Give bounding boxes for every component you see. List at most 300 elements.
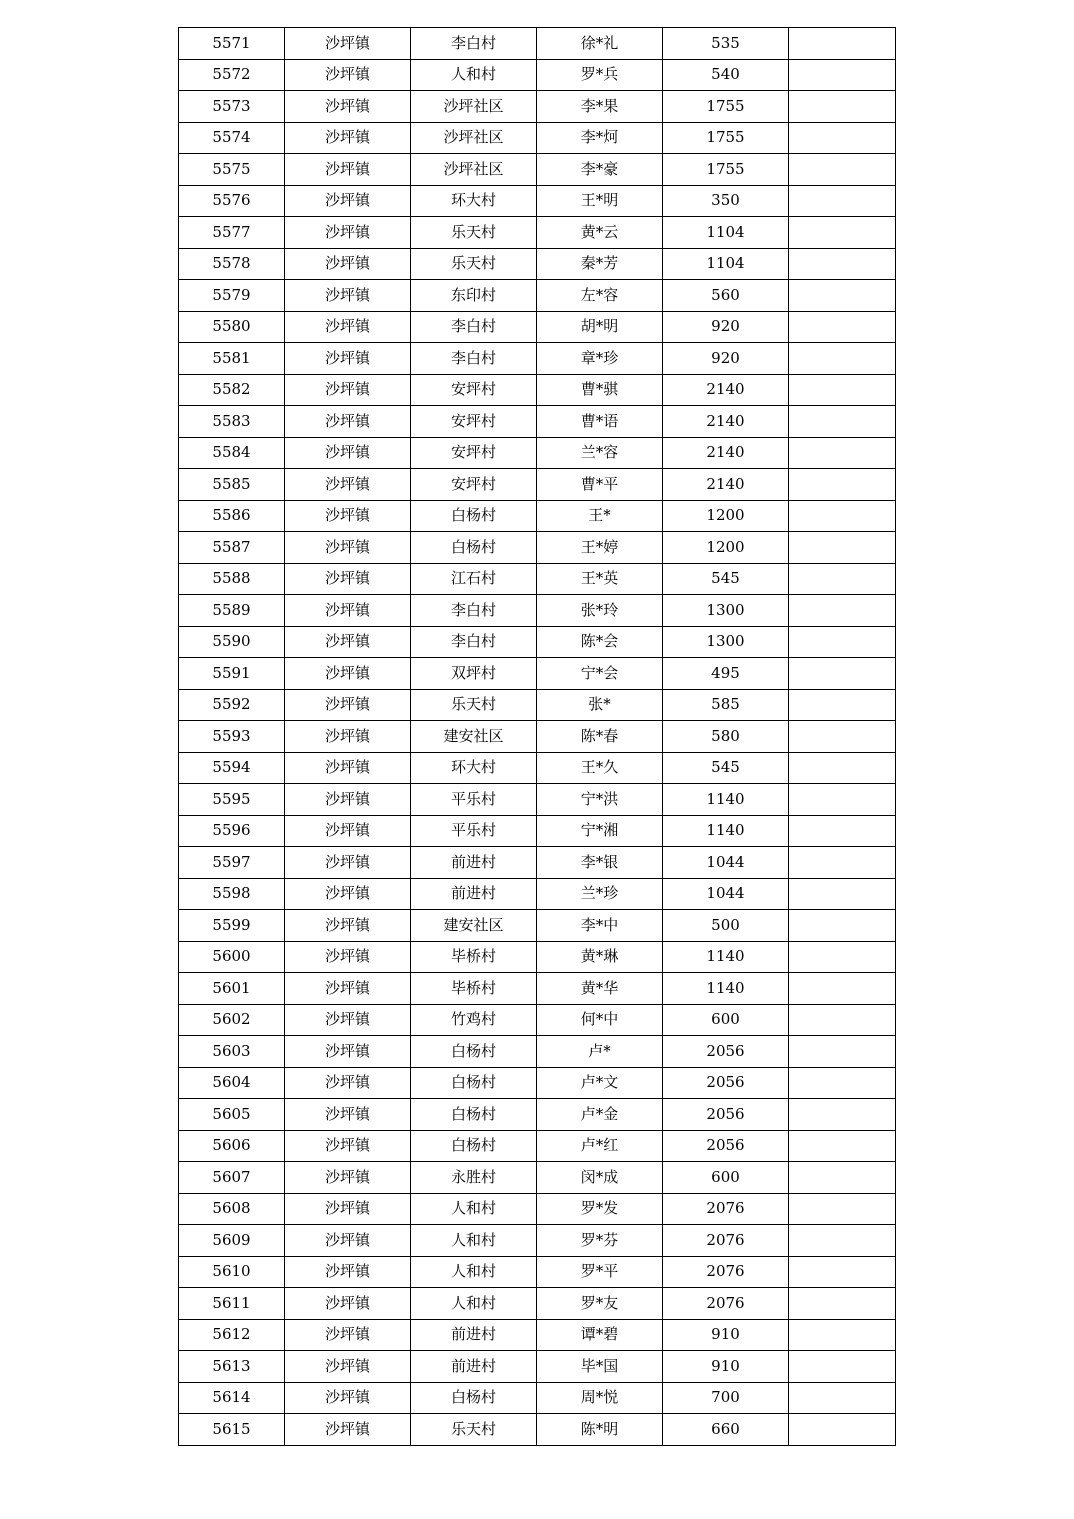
table-row (179, 563, 896, 595)
amount-cell: 600 (663, 1162, 789, 1194)
amount-cell: 660 (663, 1414, 789, 1446)
village-cell: 平乐村 (411, 784, 537, 816)
town-cell: 沙坪镇 (285, 1130, 411, 1162)
village-cell: 永胜村 (411, 1162, 537, 1194)
remark-cell (789, 374, 896, 406)
name-cell: 何*中 (537, 1004, 663, 1036)
table-row (179, 878, 896, 910)
town-cell: 沙坪镇 (285, 59, 411, 91)
amount-cell: 500 (663, 910, 789, 942)
serial-number-cell: 5598 (179, 878, 285, 910)
serial-number-cell: 5599 (179, 910, 285, 942)
serial-number-cell: 5595 (179, 784, 285, 816)
serial-number-cell: 5603 (179, 1036, 285, 1068)
village-cell: 乐天村 (411, 689, 537, 721)
remark-cell (789, 1130, 896, 1162)
amount-cell: 910 (663, 1319, 789, 1351)
village-cell: 李白村 (411, 595, 537, 627)
village-cell: 前进村 (411, 1319, 537, 1351)
town-cell: 沙坪镇 (285, 910, 411, 942)
village-cell: 李白村 (411, 28, 537, 60)
remark-cell (789, 595, 896, 627)
town-cell: 沙坪镇 (285, 626, 411, 658)
name-cell: 张*玲 (537, 595, 663, 627)
table-row (179, 1319, 896, 1351)
remark-cell (789, 185, 896, 217)
village-cell: 平乐村 (411, 815, 537, 847)
serial-number-cell: 5583 (179, 406, 285, 438)
village-cell: 建安社区 (411, 721, 537, 753)
village-cell: 白杨村 (411, 1130, 537, 1162)
amount-cell: 545 (663, 752, 789, 784)
serial-number-cell: 5601 (179, 973, 285, 1005)
remark-cell (789, 689, 896, 721)
table-row (179, 532, 896, 564)
town-cell: 沙坪镇 (285, 973, 411, 1005)
name-cell: 罗*友 (537, 1288, 663, 1320)
village-cell: 毕桥村 (411, 973, 537, 1005)
name-cell: 李*银 (537, 847, 663, 879)
amount-cell: 2056 (663, 1067, 789, 1099)
town-cell: 沙坪镇 (285, 469, 411, 501)
name-cell: 李*豪 (537, 154, 663, 186)
table-row (179, 815, 896, 847)
table-row (179, 1067, 896, 1099)
table-row (179, 973, 896, 1005)
table-row (179, 1004, 896, 1036)
name-cell: 罗*发 (537, 1193, 663, 1225)
village-cell: 人和村 (411, 1225, 537, 1257)
table-row (179, 154, 896, 186)
amount-cell: 1755 (663, 91, 789, 123)
serial-number-cell: 5589 (179, 595, 285, 627)
village-cell: 李白村 (411, 343, 537, 375)
serial-number-cell: 5607 (179, 1162, 285, 1194)
amount-cell: 920 (663, 343, 789, 375)
town-cell: 沙坪镇 (285, 311, 411, 343)
serial-number-cell: 5600 (179, 941, 285, 973)
table-row (179, 311, 896, 343)
town-cell: 沙坪镇 (285, 563, 411, 595)
roster-table (178, 27, 896, 1446)
remark-cell (789, 437, 896, 469)
town-cell: 沙坪镇 (285, 1414, 411, 1446)
amount-cell: 920 (663, 311, 789, 343)
serial-number-cell: 5587 (179, 532, 285, 564)
serial-number-cell: 5602 (179, 1004, 285, 1036)
town-cell: 沙坪镇 (285, 1036, 411, 1068)
remark-cell (789, 1004, 896, 1036)
town-cell: 沙坪镇 (285, 122, 411, 154)
table-row (179, 1288, 896, 1320)
name-cell: 左*容 (537, 280, 663, 312)
village-cell: 白杨村 (411, 1036, 537, 1068)
table-row (179, 343, 896, 375)
table-row (179, 1382, 896, 1414)
remark-cell (789, 721, 896, 753)
remark-cell (789, 658, 896, 690)
name-cell: 闵*成 (537, 1162, 663, 1194)
table-row (179, 1162, 896, 1194)
table-row (179, 689, 896, 721)
remark-cell (789, 59, 896, 91)
remark-cell (789, 1256, 896, 1288)
name-cell: 兰*容 (537, 437, 663, 469)
remark-cell (789, 815, 896, 847)
serial-number-cell: 5574 (179, 122, 285, 154)
table-row (179, 1351, 896, 1383)
name-cell: 王*明 (537, 185, 663, 217)
amount-cell: 1300 (663, 626, 789, 658)
amount-cell: 2076 (663, 1193, 789, 1225)
name-cell: 曹*骐 (537, 374, 663, 406)
amount-cell: 2140 (663, 469, 789, 501)
village-cell: 建安社区 (411, 910, 537, 942)
town-cell: 沙坪镇 (285, 941, 411, 973)
town-cell: 沙坪镇 (285, 752, 411, 784)
remark-cell (789, 280, 896, 312)
serial-number-cell: 5597 (179, 847, 285, 879)
town-cell: 沙坪镇 (285, 815, 411, 847)
name-cell: 秦*芳 (537, 248, 663, 280)
name-cell: 陈*春 (537, 721, 663, 753)
village-cell: 沙坪社区 (411, 154, 537, 186)
village-cell: 白杨村 (411, 1382, 537, 1414)
town-cell: 沙坪镇 (285, 406, 411, 438)
town-cell: 沙坪镇 (285, 437, 411, 469)
remark-cell (789, 406, 896, 438)
table-row (179, 217, 896, 249)
name-cell: 黄*琳 (537, 941, 663, 973)
serial-number-cell: 5581 (179, 343, 285, 375)
table-row (179, 28, 896, 60)
town-cell: 沙坪镇 (285, 689, 411, 721)
village-cell: 乐天村 (411, 217, 537, 249)
name-cell: 黄*云 (537, 217, 663, 249)
table-row (179, 1130, 896, 1162)
village-cell: 竹鸡村 (411, 1004, 537, 1036)
village-cell: 人和村 (411, 1193, 537, 1225)
name-cell: 王*婷 (537, 532, 663, 564)
village-cell: 沙坪社区 (411, 91, 537, 123)
amount-cell: 1140 (663, 815, 789, 847)
amount-cell: 600 (663, 1004, 789, 1036)
amount-cell: 2056 (663, 1036, 789, 1068)
village-cell: 双坪村 (411, 658, 537, 690)
amount-cell: 1755 (663, 154, 789, 186)
name-cell: 毕*国 (537, 1351, 663, 1383)
name-cell: 章*珍 (537, 343, 663, 375)
amount-cell: 1044 (663, 878, 789, 910)
village-cell: 前进村 (411, 878, 537, 910)
name-cell: 罗*芬 (537, 1225, 663, 1257)
town-cell: 沙坪镇 (285, 185, 411, 217)
town-cell: 沙坪镇 (285, 248, 411, 280)
name-cell: 宁*洪 (537, 784, 663, 816)
town-cell: 沙坪镇 (285, 878, 411, 910)
serial-number-cell: 5580 (179, 311, 285, 343)
name-cell: 卢*文 (537, 1067, 663, 1099)
serial-number-cell: 5571 (179, 28, 285, 60)
serial-number-cell: 5604 (179, 1067, 285, 1099)
table-row (179, 1256, 896, 1288)
amount-cell: 2076 (663, 1225, 789, 1257)
village-cell: 环大村 (411, 185, 537, 217)
table-row (179, 1225, 896, 1257)
village-cell: 毕桥村 (411, 941, 537, 973)
name-cell: 周*悦 (537, 1382, 663, 1414)
serial-number-cell: 5575 (179, 154, 285, 186)
town-cell: 沙坪镇 (285, 658, 411, 690)
town-cell: 沙坪镇 (285, 1099, 411, 1131)
town-cell: 沙坪镇 (285, 784, 411, 816)
amount-cell: 1104 (663, 217, 789, 249)
town-cell: 沙坪镇 (285, 847, 411, 879)
village-cell: 人和村 (411, 1256, 537, 1288)
remark-cell (789, 469, 896, 501)
remark-cell (789, 1067, 896, 1099)
name-cell: 王*英 (537, 563, 663, 595)
serial-number-cell: 5614 (179, 1382, 285, 1414)
serial-number-cell: 5611 (179, 1288, 285, 1320)
table-row (179, 658, 896, 690)
village-cell: 人和村 (411, 59, 537, 91)
town-cell: 沙坪镇 (285, 91, 411, 123)
name-cell: 徐*礼 (537, 28, 663, 60)
town-cell: 沙坪镇 (285, 532, 411, 564)
remark-cell (789, 28, 896, 60)
amount-cell: 545 (663, 563, 789, 595)
village-cell: 白杨村 (411, 532, 537, 564)
town-cell: 沙坪镇 (285, 374, 411, 406)
amount-cell: 2056 (663, 1099, 789, 1131)
table-row (179, 91, 896, 123)
table-row (179, 752, 896, 784)
name-cell: 罗*兵 (537, 59, 663, 91)
village-cell: 沙坪社区 (411, 122, 537, 154)
town-cell: 沙坪镇 (285, 217, 411, 249)
serial-number-cell: 5577 (179, 217, 285, 249)
remark-cell (789, 878, 896, 910)
town-cell: 沙坪镇 (285, 1319, 411, 1351)
village-cell: 李白村 (411, 311, 537, 343)
remark-cell (789, 343, 896, 375)
town-cell: 沙坪镇 (285, 1225, 411, 1257)
table-row (179, 1193, 896, 1225)
remark-cell (789, 973, 896, 1005)
remark-cell (789, 91, 896, 123)
town-cell: 沙坪镇 (285, 1351, 411, 1383)
village-cell: 乐天村 (411, 248, 537, 280)
remark-cell (789, 217, 896, 249)
serial-number-cell: 5588 (179, 563, 285, 595)
remark-cell (789, 311, 896, 343)
town-cell: 沙坪镇 (285, 154, 411, 186)
remark-cell (789, 626, 896, 658)
village-cell: 安坪村 (411, 469, 537, 501)
village-cell: 前进村 (411, 1351, 537, 1383)
name-cell: 宁*湘 (537, 815, 663, 847)
remark-cell (789, 154, 896, 186)
village-cell: 安坪村 (411, 374, 537, 406)
remark-cell (789, 1225, 896, 1257)
name-cell: 兰*珍 (537, 878, 663, 910)
serial-number-cell: 5612 (179, 1319, 285, 1351)
remark-cell (789, 122, 896, 154)
remark-cell (789, 1319, 896, 1351)
village-cell: 环大村 (411, 752, 537, 784)
name-cell: 张* (537, 689, 663, 721)
table-row (179, 280, 896, 312)
town-cell: 沙坪镇 (285, 1288, 411, 1320)
table-row (179, 941, 896, 973)
name-cell: 黄*华 (537, 973, 663, 1005)
amount-cell: 910 (663, 1351, 789, 1383)
table-row (179, 910, 896, 942)
name-cell: 陈*会 (537, 626, 663, 658)
amount-cell: 540 (663, 59, 789, 91)
name-cell: 卢* (537, 1036, 663, 1068)
roster-table-body (179, 28, 896, 1446)
serial-number-cell: 5582 (179, 374, 285, 406)
amount-cell: 1755 (663, 122, 789, 154)
serial-number-cell: 5608 (179, 1193, 285, 1225)
table-row (179, 595, 896, 627)
table-row (179, 469, 896, 501)
remark-cell (789, 1099, 896, 1131)
remark-cell (789, 248, 896, 280)
village-cell: 东印村 (411, 280, 537, 312)
village-cell: 白杨村 (411, 1067, 537, 1099)
village-cell: 白杨村 (411, 500, 537, 532)
remark-cell (789, 1414, 896, 1446)
amount-cell: 1200 (663, 500, 789, 532)
amount-cell: 2140 (663, 437, 789, 469)
remark-cell (789, 1382, 896, 1414)
remark-cell (789, 500, 896, 532)
table-row (179, 1036, 896, 1068)
amount-cell: 495 (663, 658, 789, 690)
remark-cell (789, 1351, 896, 1383)
remark-cell (789, 910, 896, 942)
remark-cell (789, 784, 896, 816)
town-cell: 沙坪镇 (285, 280, 411, 312)
serial-number-cell: 5584 (179, 437, 285, 469)
amount-cell: 1104 (663, 248, 789, 280)
remark-cell (789, 1036, 896, 1068)
serial-number-cell: 5605 (179, 1099, 285, 1131)
table-row (179, 721, 896, 753)
table-row (179, 59, 896, 91)
name-cell: 王* (537, 500, 663, 532)
amount-cell: 585 (663, 689, 789, 721)
amount-cell: 580 (663, 721, 789, 753)
serial-number-cell: 5593 (179, 721, 285, 753)
town-cell: 沙坪镇 (285, 343, 411, 375)
remark-cell (789, 941, 896, 973)
serial-number-cell: 5596 (179, 815, 285, 847)
table-row (179, 406, 896, 438)
serial-number-cell: 5579 (179, 280, 285, 312)
town-cell: 沙坪镇 (285, 721, 411, 753)
remark-cell (789, 752, 896, 784)
table-row (179, 1414, 896, 1446)
serial-number-cell: 5590 (179, 626, 285, 658)
amount-cell: 1140 (663, 941, 789, 973)
serial-number-cell: 5594 (179, 752, 285, 784)
amount-cell: 2140 (663, 406, 789, 438)
table-row (179, 185, 896, 217)
name-cell: 宁*会 (537, 658, 663, 690)
serial-number-cell: 5586 (179, 500, 285, 532)
amount-cell: 535 (663, 28, 789, 60)
remark-cell (789, 1288, 896, 1320)
name-cell: 曹*平 (537, 469, 663, 501)
amount-cell: 2056 (663, 1130, 789, 1162)
amount-cell: 700 (663, 1382, 789, 1414)
village-cell: 安坪村 (411, 406, 537, 438)
remark-cell (789, 847, 896, 879)
remark-cell (789, 563, 896, 595)
name-cell: 谭*碧 (537, 1319, 663, 1351)
amount-cell: 1140 (663, 973, 789, 1005)
table-row (179, 248, 896, 280)
village-cell: 白杨村 (411, 1099, 537, 1131)
name-cell: 曹*语 (537, 406, 663, 438)
town-cell: 沙坪镇 (285, 1193, 411, 1225)
serial-number-cell: 5615 (179, 1414, 285, 1446)
serial-number-cell: 5592 (179, 689, 285, 721)
table-row (179, 847, 896, 879)
amount-cell: 350 (663, 185, 789, 217)
town-cell: 沙坪镇 (285, 1382, 411, 1414)
table-row (179, 784, 896, 816)
town-cell: 沙坪镇 (285, 595, 411, 627)
table-row (179, 626, 896, 658)
amount-cell: 1300 (663, 595, 789, 627)
village-cell: 前进村 (411, 847, 537, 879)
name-cell: 王*久 (537, 752, 663, 784)
name-cell: 卢*金 (537, 1099, 663, 1131)
village-cell: 江石村 (411, 563, 537, 595)
table-row (179, 437, 896, 469)
serial-number-cell: 5572 (179, 59, 285, 91)
serial-number-cell: 5613 (179, 1351, 285, 1383)
village-cell: 乐天村 (411, 1414, 537, 1446)
serial-number-cell: 5576 (179, 185, 285, 217)
serial-number-cell: 5610 (179, 1256, 285, 1288)
amount-cell: 2140 (663, 374, 789, 406)
amount-cell: 1200 (663, 532, 789, 564)
town-cell: 沙坪镇 (285, 1256, 411, 1288)
name-cell: 李*炣 (537, 122, 663, 154)
town-cell: 沙坪镇 (285, 1162, 411, 1194)
table-row (179, 500, 896, 532)
town-cell: 沙坪镇 (285, 28, 411, 60)
amount-cell: 1044 (663, 847, 789, 879)
serial-number-cell: 5578 (179, 248, 285, 280)
town-cell: 沙坪镇 (285, 1004, 411, 1036)
village-cell: 李白村 (411, 626, 537, 658)
table-row (179, 122, 896, 154)
village-cell: 人和村 (411, 1288, 537, 1320)
amount-cell: 2076 (663, 1288, 789, 1320)
serial-number-cell: 5591 (179, 658, 285, 690)
name-cell: 陈*明 (537, 1414, 663, 1446)
name-cell: 李*中 (537, 910, 663, 942)
remark-cell (789, 1193, 896, 1225)
village-cell: 安坪村 (411, 437, 537, 469)
